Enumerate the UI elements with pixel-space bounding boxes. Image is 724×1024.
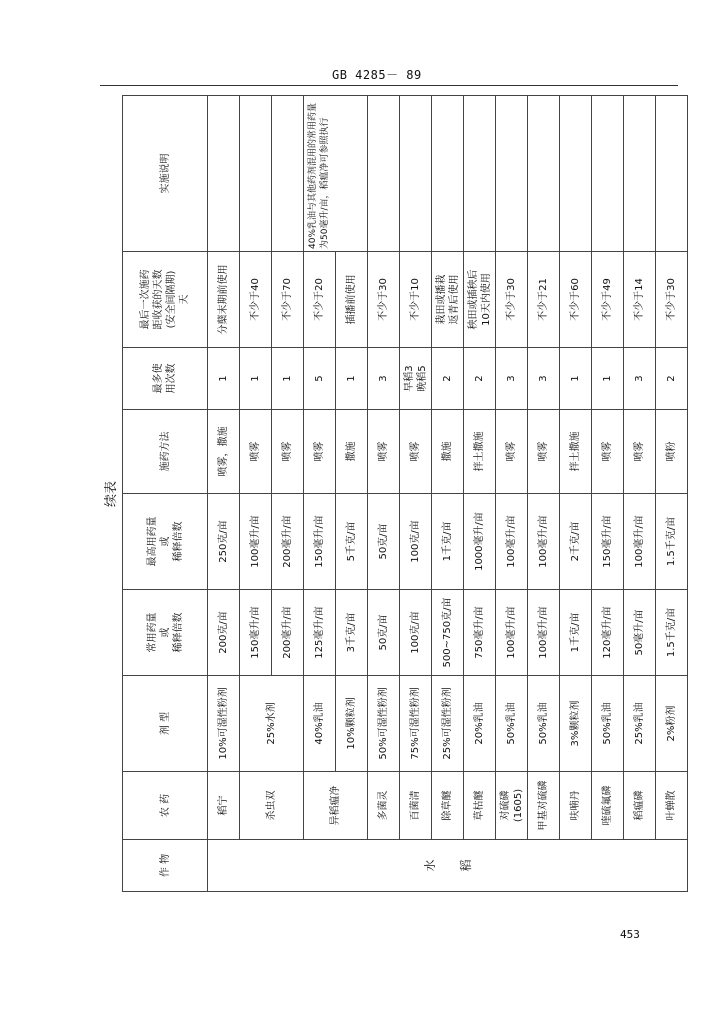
max-dose-cell: 100毫升/亩 [624,494,656,590]
col-header-formulation: 剂 型 [123,676,208,772]
formulation-cell: 50%乳油 [592,676,624,772]
note-cell-empty [656,96,688,252]
method-cell: 喷雾 [400,410,432,494]
max-dose-cell: 100克/亩 [400,494,432,590]
formulation-cell: 2%粉剂 [656,676,688,772]
pesticide-cell: 异稻瘟净 [304,772,368,840]
note-cell-empty [528,96,560,252]
pesticide-cell: 多菌灵 [368,772,400,840]
formulation-cell: 75%可湿性粉剂 [400,676,432,772]
interval-cell: 不少于40 [240,252,272,348]
times-cell: 早稻3 晚稻5 [400,348,432,410]
times-cell: 2 [432,348,464,410]
formulation-cell: 25%水剂 [240,676,304,772]
method-cell: 撒施 [432,410,464,494]
table-row [208,96,240,892]
crop-char: 水 [422,859,437,872]
note-cell-empty [464,96,496,252]
interval-cell: 不少于30 [656,252,688,348]
note-cell-empty [400,96,432,252]
table-caption: 续表 [104,481,119,508]
method-cell: 喷雾 [304,410,336,494]
max-dose-cell: 150毫升/亩 [592,494,624,590]
method-cell: 喷雾 [272,410,304,494]
formulation-cell: 10%可湿性粉剂 [208,676,240,772]
usual-dose-cell: 50克/亩 [368,590,400,676]
table-row [400,96,432,892]
method-cell: 喷雾 [592,410,624,494]
method-cell: 撒施 [336,410,368,494]
usual-dose-cell: 50毫升/亩 [624,590,656,676]
crop-cell [208,840,688,892]
table-row [592,96,624,892]
method-cell: 喷雾 [368,410,400,494]
pesticide-cell: 草枯醚 [464,772,496,840]
interval-cell: 不少于30 [368,252,400,348]
crop-char: 稻 [458,859,473,872]
usual-dose-cell: 200毫升/亩 [272,590,304,676]
interval-cell: 不少于21 [528,252,560,348]
max-dose-cell: 100毫升/亩 [240,494,272,590]
table-row [304,96,336,892]
usual-dose-cell: 200克/亩 [208,590,240,676]
formulation-cell: 10%颗粒剂 [336,676,368,772]
table-row [432,96,464,892]
max-dose-cell: 100毫升/亩 [528,494,560,590]
usual-dose-cell: 100毫升/亩 [528,590,560,676]
header-rule [100,85,678,86]
interval-cell: 分蘖末期前使用 [208,252,240,348]
page-number: 453 [620,928,640,941]
col-header-usual-dose: 常用药量 或 稀释倍数 [123,590,208,676]
times-cell: 2 [464,348,496,410]
note-cell-empty [272,96,304,252]
usual-dose-cell: 100毫升/亩 [496,590,528,676]
col-header-interval: 最后一次施药 距收获的天数 (安全间隔期) 天 [123,252,208,348]
method-cell: 喷雾 [496,410,528,494]
usual-dose-cell: 100克/亩 [400,590,432,676]
interval-cell: 不少于14 [624,252,656,348]
col-header-pesticide: 农 药 [123,772,208,840]
note-cell-empty [208,96,240,252]
interval-cell: 不少于20 [304,252,336,348]
times-cell: 3 [368,348,400,410]
table-row [528,96,560,892]
max-dose-cell: 200毫升/亩 [272,494,304,590]
method-cell: 喷雾 [624,410,656,494]
times-cell: 1 [208,348,240,410]
interval-cell: 不少于70 [272,252,304,348]
formulation-cell: 25%乳油 [624,676,656,772]
header-row [123,96,208,892]
max-dose-cell: 1千克/亩 [432,494,464,590]
max-dose-cell: 100毫升/亩 [496,494,528,590]
method-cell: 拌土撒施 [464,410,496,494]
interval-cell: 插播前使用 [336,252,368,348]
pesticide-cell: 百菌清 [400,772,432,840]
max-dose-cell: 50克/亩 [368,494,400,590]
rotated-table-area [104,96,682,892]
times-cell: 2 [656,348,688,410]
times-cell: 1 [240,348,272,410]
note-cell-empty [560,96,592,252]
interval-cell: 不少于49 [592,252,624,348]
pesticide-cell: 喹硫氟磷 [592,772,624,840]
table-row [496,96,528,892]
times-cell: 1 [336,348,368,410]
table-row [656,96,688,892]
formulation-cell: 50%乳油 [496,676,528,772]
formulation-cell: 40%乳油 [304,676,336,772]
method-cell: 喷粉 [656,410,688,494]
formulation-cell: 3%颗粒剂 [560,676,592,772]
formulation-cell: 50%乳油 [528,676,560,772]
table-row [560,96,592,892]
usual-dose-cell: 120毫升/亩 [592,590,624,676]
note-cell-empty [592,96,624,252]
pesticide-cell: 稻宁 [208,772,240,840]
col-header-crop: 作 物 [123,840,208,892]
standard-code: GB 4285－ 89 [332,68,422,82]
times-cell: 3 [496,348,528,410]
usual-dose-cell: 3千克/亩 [336,590,368,676]
max-dose-cell: 1000毫升/亩 [464,494,496,590]
max-dose-cell: 150毫升/亩 [304,494,336,590]
note-cell-empty [240,96,272,252]
note-cell-empty [368,96,400,252]
table-row [464,96,496,892]
col-header-method: 施药方法 [123,410,208,494]
times-cell: 3 [528,348,560,410]
note-cell-empty [432,96,464,252]
interval-cell: 不少于60 [560,252,592,348]
method-cell: 喷雾，撒施 [208,410,240,494]
usual-dose-cell: 150毫升/亩 [240,590,272,676]
note-cell-empty [624,96,656,252]
pesticide-cell: 除草醚 [432,772,464,840]
usual-dose-cell: 1.5千克/亩 [656,590,688,676]
usual-dose-cell: 500~750克/亩 [432,590,464,676]
interval-cell: 不少于30 [496,252,528,348]
table-row [624,96,656,892]
formulation-cell: 20%乳油 [464,676,496,772]
formulation-cell: 50%可湿性粉剂 [368,676,400,772]
pesticide-cell: 杀虫双 [240,772,304,840]
method-cell: 喷雾 [528,410,560,494]
note-cell: 40%乳油与其他药剂混用的常用药量为50毫升/亩，稻瘟净可参照执行 [304,96,368,252]
table-row [368,96,400,892]
times-cell: 5 [304,348,336,410]
times-cell: 1 [592,348,624,410]
col-header-max-times: 最多使 用次数 [123,348,208,410]
col-header-notes: 实施说明 [123,96,208,252]
table-row [240,96,272,892]
pesticide-cell: 甲基对硫磷 [528,772,560,840]
formulation-cell: 25%可湿性粉剂 [432,676,464,772]
max-dose-cell: 1.5千克/亩 [656,494,688,590]
max-dose-cell: 2千克/亩 [560,494,592,590]
interval-cell: 栽田或播栽 返青后使用 [432,252,464,348]
col-header-max-dose: 最高用药量 或 稀释倍数 [123,494,208,590]
pesticide-cell: 叶蝉散 [656,772,688,840]
max-dose-cell: 250克/亩 [208,494,240,590]
pesticide-table [122,95,688,892]
pesticide-cell: 呋喃丹 [560,772,592,840]
method-cell: 拌土撒施 [560,410,592,494]
note-cell-empty [496,96,528,252]
usual-dose-cell: 750毫升/亩 [464,590,496,676]
times-cell: 1 [272,348,304,410]
pesticide-cell: 对硫磷(1605) [496,772,528,840]
times-cell: 1 [560,348,592,410]
usual-dose-cell: 1千克/亩 [560,590,592,676]
usual-dose-cell: 125毫升/亩 [304,590,336,676]
method-cell: 喷雾 [240,410,272,494]
times-cell: 3 [624,348,656,410]
pesticide-cell: 稻瘟磷 [624,772,656,840]
max-dose-cell: 5千克/亩 [336,494,368,590]
table-body [208,96,688,892]
interval-cell: 不少于10 [400,252,432,348]
interval-cell: 秧田或插秧后 10天内使用 [464,252,496,348]
